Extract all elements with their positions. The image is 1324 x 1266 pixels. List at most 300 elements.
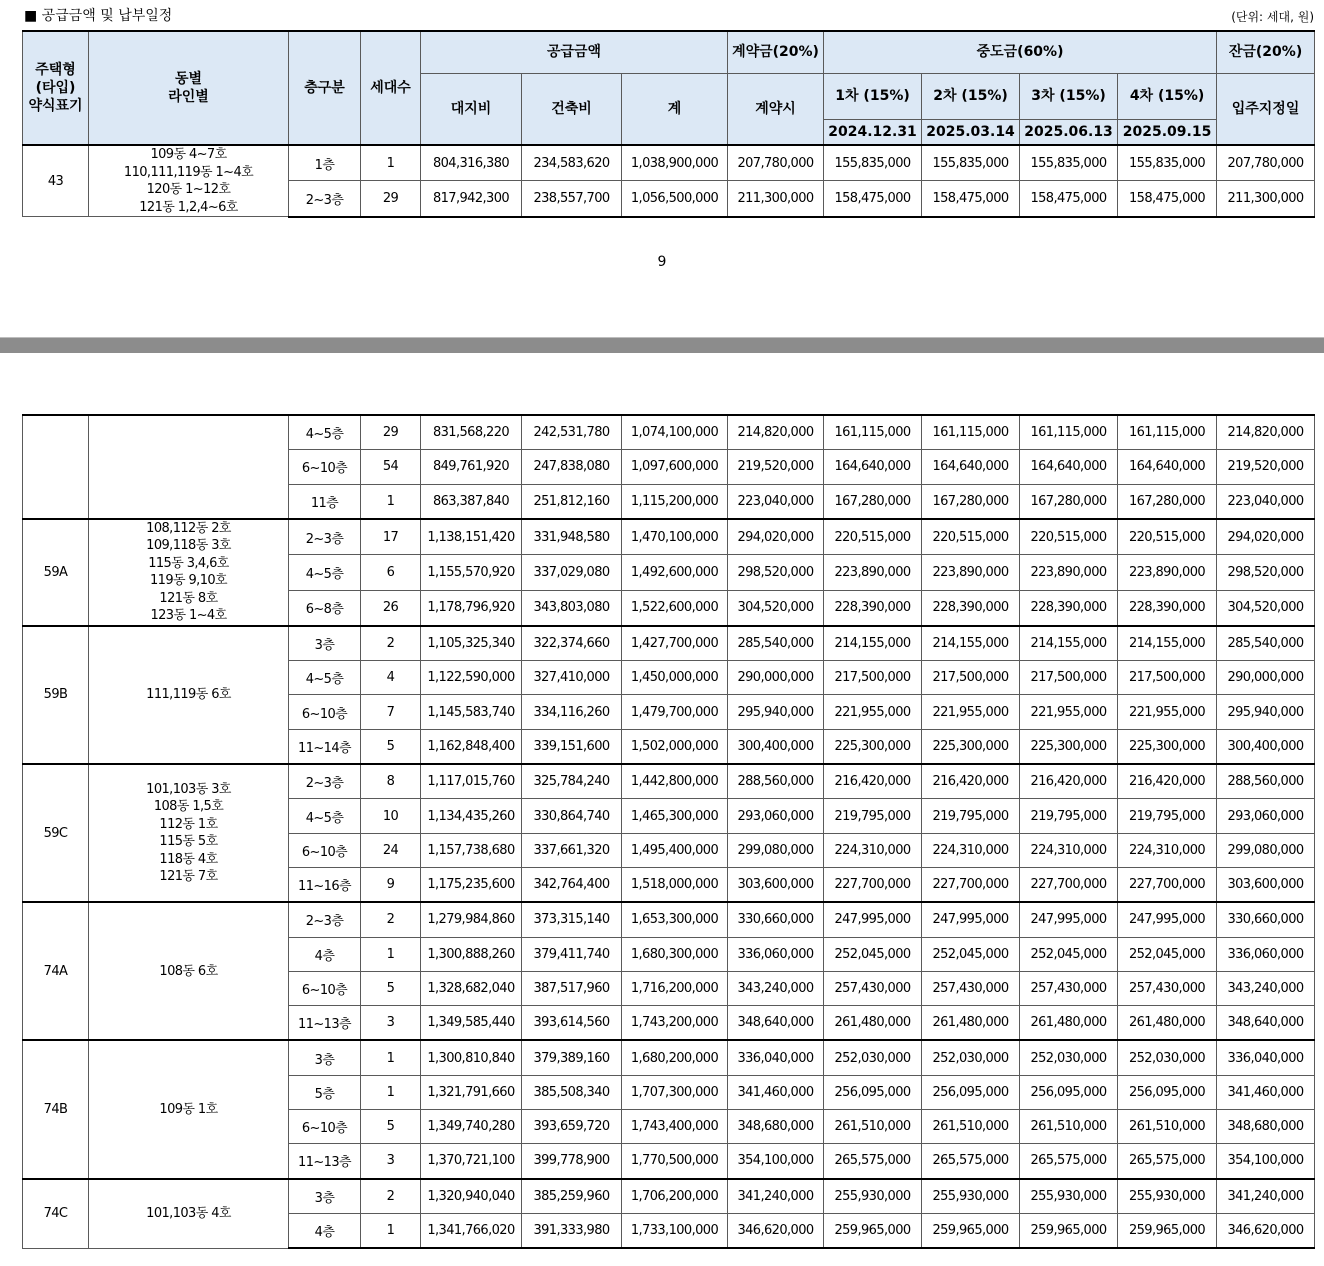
lines-cell bbox=[89, 519, 289, 626]
mid-4-cell: 224,310,000 bbox=[1118, 833, 1217, 867]
building-cell: 322,374,660 bbox=[522, 626, 622, 661]
deposit-cell: 348,680,000 bbox=[728, 1110, 824, 1144]
total-cell: 1,653,300,000 bbox=[622, 902, 728, 937]
mid-2-cell: 257,430,000 bbox=[922, 971, 1020, 1005]
mid-4-cell: 261,480,000 bbox=[1118, 1006, 1217, 1041]
floor-cell: 3층 bbox=[289, 1040, 361, 1075]
building-cell: 373,315,140 bbox=[522, 902, 622, 937]
building-cell: 393,614,560 bbox=[522, 1006, 622, 1041]
total-cell: 1,056,500,000 bbox=[622, 181, 728, 217]
balance-cell: 211,300,000 bbox=[1217, 181, 1315, 217]
building-cell: 337,661,320 bbox=[522, 833, 622, 867]
floor-cell: 6~10층 bbox=[289, 695, 361, 729]
land-cell: 1,320,940,040 bbox=[421, 1179, 522, 1214]
mid-4-cell: 227,700,000 bbox=[1118, 867, 1217, 902]
mid-1-cell: 256,095,000 bbox=[824, 1075, 922, 1109]
total-cell: 1,522,600,000 bbox=[622, 590, 728, 626]
mid-4-cell: 225,300,000 bbox=[1118, 729, 1217, 764]
floor-cell: 4~5층 bbox=[289, 661, 361, 695]
count-cell: 1 bbox=[361, 1213, 421, 1248]
floor-cell: 2~3층 bbox=[289, 902, 361, 937]
page-divider bbox=[0, 338, 1324, 353]
mid-3-cell: 256,095,000 bbox=[1020, 1075, 1118, 1109]
mid-3-cell: 219,795,000 bbox=[1020, 799, 1118, 833]
mid-2-cell: 214,155,000 bbox=[922, 626, 1020, 661]
mid-1-cell: 227,700,000 bbox=[824, 867, 922, 902]
lines-cell bbox=[89, 1040, 289, 1178]
total-cell: 1,492,600,000 bbox=[622, 555, 728, 590]
mid-1-cell: 225,300,000 bbox=[824, 729, 922, 764]
total-cell: 1,716,200,000 bbox=[622, 971, 728, 1005]
land-cell: 863,387,840 bbox=[421, 484, 522, 519]
table-row bbox=[23, 415, 1315, 450]
mid-2-cell: 247,995,000 bbox=[922, 902, 1020, 937]
count-cell: 5 bbox=[361, 1110, 421, 1144]
mid-3-cell: 252,045,000 bbox=[1020, 937, 1118, 971]
mid-3-cell: 247,995,000 bbox=[1020, 902, 1118, 937]
count-cell: 1 bbox=[361, 145, 421, 181]
floor-cell: 6~10층 bbox=[289, 833, 361, 867]
mid-3-cell: 225,300,000 bbox=[1020, 729, 1118, 764]
mid-3-cell: 158,475,000 bbox=[1020, 181, 1118, 217]
deposit-cell: 288,560,000 bbox=[728, 764, 824, 799]
header-lines: 동별 라인별 bbox=[89, 31, 289, 145]
mid-4-cell: 228,390,000 bbox=[1118, 590, 1217, 626]
building-cell: 393,659,720 bbox=[522, 1110, 622, 1144]
count-cell: 9 bbox=[361, 867, 421, 902]
building-cell: 385,508,340 bbox=[522, 1075, 622, 1109]
lines-cell-continued bbox=[89, 415, 289, 519]
mid-1-cell: 217,500,000 bbox=[824, 661, 922, 695]
deposit-cell: 295,940,000 bbox=[728, 695, 824, 729]
building-cell: 334,116,260 bbox=[522, 695, 622, 729]
deposit-cell: 348,640,000 bbox=[728, 1006, 824, 1041]
mid-4-cell: 261,510,000 bbox=[1118, 1110, 1217, 1144]
mid-2-cell: 259,965,000 bbox=[922, 1213, 1020, 1248]
line-text: 108동 6호 bbox=[159, 963, 218, 979]
mid-1-cell: 252,030,000 bbox=[824, 1040, 922, 1075]
floor-cell: 11~14층 bbox=[289, 729, 361, 764]
deposit-cell: 293,060,000 bbox=[728, 799, 824, 833]
mid-4-cell: 214,155,000 bbox=[1118, 626, 1217, 661]
land-cell: 1,122,590,000 bbox=[421, 661, 522, 695]
balance-cell: 219,520,000 bbox=[1217, 450, 1315, 484]
balance-cell: 303,600,000 bbox=[1217, 867, 1315, 902]
line-text: 109동 1호 bbox=[159, 1101, 218, 1117]
mid-4-cell: 257,430,000 bbox=[1118, 971, 1217, 1005]
mid-1-cell: 155,835,000 bbox=[824, 145, 922, 181]
mid-4-cell: 256,095,000 bbox=[1118, 1075, 1217, 1109]
land-cell: 1,162,848,400 bbox=[421, 729, 522, 764]
land-cell: 1,157,738,680 bbox=[421, 833, 522, 867]
land-cell: 1,328,682,040 bbox=[421, 971, 522, 1005]
mid-1-cell: 247,995,000 bbox=[824, 902, 922, 937]
mid-2-cell: 221,955,000 bbox=[922, 695, 1020, 729]
floor-cell: 4~5층 bbox=[289, 555, 361, 590]
building-cell: 242,531,780 bbox=[522, 415, 622, 450]
balance-cell: 336,040,000 bbox=[1217, 1040, 1315, 1075]
total-cell: 1,502,000,000 bbox=[622, 729, 728, 764]
total-cell: 1,465,300,000 bbox=[622, 799, 728, 833]
balance-cell: 290,000,000 bbox=[1217, 661, 1315, 695]
total-cell: 1,680,200,000 bbox=[622, 1040, 728, 1075]
total-cell: 1,770,500,000 bbox=[622, 1144, 728, 1179]
unit-note: (단위: 세대, 원) bbox=[1231, 10, 1314, 24]
balance-cell: 293,060,000 bbox=[1217, 799, 1315, 833]
balance-cell: 207,780,000 bbox=[1217, 145, 1315, 181]
floor-cell: 11~16층 bbox=[289, 867, 361, 902]
deposit-cell: 341,460,000 bbox=[728, 1075, 824, 1109]
total-cell: 1,442,800,000 bbox=[622, 764, 728, 799]
table-row bbox=[23, 626, 1315, 661]
mid-4-cell: 158,475,000 bbox=[1118, 181, 1217, 217]
mid-1-cell: 158,475,000 bbox=[824, 181, 922, 217]
total-cell: 1,706,200,000 bbox=[622, 1179, 728, 1214]
building-cell: 251,812,160 bbox=[522, 484, 622, 519]
mid-4-cell: 265,575,000 bbox=[1118, 1144, 1217, 1179]
mid-2-cell: 252,030,000 bbox=[922, 1040, 1020, 1075]
mid-3-cell: 161,115,000 bbox=[1020, 415, 1118, 450]
header-mid-1: 1차 (15%) bbox=[824, 73, 922, 119]
section-title: ■ 공급금액 및 납부일정 bbox=[24, 8, 173, 24]
mid-2-cell: 219,795,000 bbox=[922, 799, 1020, 833]
mid-3-cell: 155,835,000 bbox=[1020, 145, 1118, 181]
mid-3-cell: 255,930,000 bbox=[1020, 1179, 1118, 1214]
line-text: 112동 1호 bbox=[159, 816, 218, 832]
count-cell: 2 bbox=[361, 626, 421, 661]
count-cell: 5 bbox=[361, 971, 421, 1005]
building-cell: 385,259,960 bbox=[522, 1179, 622, 1214]
type-cell-continued bbox=[23, 415, 89, 519]
mid-3-cell: 257,430,000 bbox=[1020, 971, 1118, 1005]
floor-cell: 2~3층 bbox=[289, 519, 361, 555]
mid-1-cell: 228,390,000 bbox=[824, 590, 922, 626]
mid-2-cell: 167,280,000 bbox=[922, 484, 1020, 519]
land-cell: 1,155,570,920 bbox=[421, 555, 522, 590]
building-cell: 234,583,620 bbox=[522, 145, 622, 181]
land-cell: 1,370,721,100 bbox=[421, 1144, 522, 1179]
total-cell: 1,518,000,000 bbox=[622, 867, 728, 902]
line-text: 109,118동 3호 bbox=[146, 538, 231, 554]
floor-cell: 3층 bbox=[289, 1179, 361, 1214]
lines-cell bbox=[89, 1179, 289, 1249]
balance-cell: 285,540,000 bbox=[1217, 626, 1315, 661]
header-land: 대지비 bbox=[421, 73, 522, 145]
header-mid-3-date: 2025.06.13 bbox=[1020, 119, 1118, 145]
count-cell: 1 bbox=[361, 1075, 421, 1109]
mid-1-cell: 255,930,000 bbox=[824, 1179, 922, 1214]
total-cell: 1,680,300,000 bbox=[622, 937, 728, 971]
line-text: 121동 8호 bbox=[159, 590, 218, 606]
type-cell: 59B bbox=[23, 626, 89, 764]
total-cell: 1,427,700,000 bbox=[622, 626, 728, 661]
balance-cell: 330,660,000 bbox=[1217, 902, 1315, 937]
mid-4-cell: 219,795,000 bbox=[1118, 799, 1217, 833]
mid-1-cell: 261,480,000 bbox=[824, 1006, 922, 1041]
header-mid-2: 2차 (15%) bbox=[922, 73, 1020, 119]
line-text: 108동 1,5호 bbox=[153, 799, 224, 815]
table-row bbox=[23, 1179, 1315, 1214]
mid-3-cell: 214,155,000 bbox=[1020, 626, 1118, 661]
floor-cell: 4층 bbox=[289, 1213, 361, 1248]
floor-cell: 3층 bbox=[289, 626, 361, 661]
mid-2-cell: 255,930,000 bbox=[922, 1179, 1020, 1214]
deposit-cell: 343,240,000 bbox=[728, 971, 824, 1005]
mid-3-cell: 216,420,000 bbox=[1020, 764, 1118, 799]
floor-cell: 11층 bbox=[289, 484, 361, 519]
balance-cell: 299,080,000 bbox=[1217, 833, 1315, 867]
deposit-cell: 299,080,000 bbox=[728, 833, 824, 867]
table-row bbox=[23, 902, 1315, 937]
header-floor: 층구분 bbox=[289, 31, 361, 145]
deposit-cell: 303,600,000 bbox=[728, 867, 824, 902]
mid-2-cell: 161,115,000 bbox=[922, 415, 1020, 450]
line-text: 111,119동 6호 bbox=[146, 687, 231, 703]
mid-4-cell: 259,965,000 bbox=[1118, 1213, 1217, 1248]
table-row bbox=[23, 764, 1315, 799]
mid-3-cell: 220,515,000 bbox=[1020, 519, 1118, 555]
count-cell: 10 bbox=[361, 799, 421, 833]
mid-3-cell: 261,480,000 bbox=[1020, 1006, 1118, 1041]
table-row bbox=[23, 145, 1315, 181]
total-cell: 1,074,100,000 bbox=[622, 415, 728, 450]
mid-1-cell: 224,310,000 bbox=[824, 833, 922, 867]
count-cell: 24 bbox=[361, 833, 421, 867]
deposit-cell: 354,100,000 bbox=[728, 1144, 824, 1179]
mid-2-cell: 164,640,000 bbox=[922, 450, 1020, 484]
count-cell: 2 bbox=[361, 1179, 421, 1214]
mid-4-cell: 255,930,000 bbox=[1118, 1179, 1217, 1214]
mid-2-cell: 216,420,000 bbox=[922, 764, 1020, 799]
mid-3-cell: 265,575,000 bbox=[1020, 1144, 1118, 1179]
total-cell: 1,707,300,000 bbox=[622, 1075, 728, 1109]
mid-3-cell: 224,310,000 bbox=[1020, 833, 1118, 867]
balance-cell: 341,460,000 bbox=[1217, 1075, 1315, 1109]
count-cell: 1 bbox=[361, 484, 421, 519]
building-cell: 337,029,080 bbox=[522, 555, 622, 590]
count-cell: 2 bbox=[361, 902, 421, 937]
mid-4-cell: 252,030,000 bbox=[1118, 1040, 1217, 1075]
header-balance-when: 입주지정일 bbox=[1217, 73, 1315, 145]
floor-cell: 6~10층 bbox=[289, 1110, 361, 1144]
balance-cell: 223,040,000 bbox=[1217, 484, 1315, 519]
count-cell: 17 bbox=[361, 519, 421, 555]
mid-4-cell: 216,420,000 bbox=[1118, 764, 1217, 799]
type-cell: 59C bbox=[23, 764, 89, 902]
count-cell: 29 bbox=[361, 415, 421, 450]
count-cell: 7 bbox=[361, 695, 421, 729]
land-cell: 1,349,585,440 bbox=[421, 1006, 522, 1041]
balance-cell: 348,640,000 bbox=[1217, 1006, 1315, 1041]
mid-4-cell: 252,045,000 bbox=[1118, 937, 1217, 971]
land-cell: 1,105,325,340 bbox=[421, 626, 522, 661]
header-balance: 잔금(20%) bbox=[1217, 31, 1315, 73]
mid-3-cell: 221,955,000 bbox=[1020, 695, 1118, 729]
balance-cell: 343,240,000 bbox=[1217, 971, 1315, 1005]
mid-2-cell: 225,300,000 bbox=[922, 729, 1020, 764]
mid-3-cell: 227,700,000 bbox=[1020, 867, 1118, 902]
deposit-cell: 223,040,000 bbox=[728, 484, 824, 519]
balance-cell: 348,680,000 bbox=[1217, 1110, 1315, 1144]
count-cell: 3 bbox=[361, 1144, 421, 1179]
mid-2-cell: 228,390,000 bbox=[922, 590, 1020, 626]
mid-1-cell: 214,155,000 bbox=[824, 626, 922, 661]
count-cell: 8 bbox=[361, 764, 421, 799]
mid-2-cell: 220,515,000 bbox=[922, 519, 1020, 555]
deposit-cell: 336,060,000 bbox=[728, 937, 824, 971]
lines-cell: 109동 4~7호 110,111,119동 1~4호 120동 1~12호 121동 1,2,4~6호 bbox=[89, 145, 289, 217]
land-cell: 1,134,435,260 bbox=[421, 799, 522, 833]
mid-3-cell: 217,500,000 bbox=[1020, 661, 1118, 695]
mid-1-cell: 220,515,000 bbox=[824, 519, 922, 555]
total-cell: 1,733,100,000 bbox=[622, 1213, 728, 1248]
lines-cell bbox=[89, 902, 289, 1040]
land-cell: 1,178,796,920 bbox=[421, 590, 522, 626]
mid-4-cell: 164,640,000 bbox=[1118, 450, 1217, 484]
line-text: 101,103동 4호 bbox=[146, 1205, 231, 1221]
mid-4-cell: 247,995,000 bbox=[1118, 902, 1217, 937]
building-cell: 247,838,080 bbox=[522, 450, 622, 484]
type-cell: 74A bbox=[23, 902, 89, 1040]
balance-cell: 298,520,000 bbox=[1217, 555, 1315, 590]
deposit-cell: 304,520,000 bbox=[728, 590, 824, 626]
mid-1-cell: 216,420,000 bbox=[824, 764, 922, 799]
floor-cell: 11~13층 bbox=[289, 1144, 361, 1179]
line-text: 101,103동 3호 bbox=[146, 781, 231, 797]
floor-cell: 2~3층 bbox=[289, 764, 361, 799]
land-cell: 1,175,235,600 bbox=[421, 867, 522, 902]
header-type: 주택형 (타입) 약식표기 bbox=[23, 31, 89, 145]
type-cell: 74B bbox=[23, 1040, 89, 1178]
land-cell: 1,300,888,260 bbox=[421, 937, 522, 971]
floor-cell: 6~10층 bbox=[289, 971, 361, 1005]
deposit-cell: 330,660,000 bbox=[728, 902, 824, 937]
deposit-cell: 346,620,000 bbox=[728, 1213, 824, 1248]
line-text: 119동 9,10호 bbox=[149, 573, 227, 589]
balance-cell: 288,560,000 bbox=[1217, 764, 1315, 799]
header-mid-1-date: 2024.12.31 bbox=[824, 119, 922, 145]
count-cell: 1 bbox=[361, 1040, 421, 1075]
mid-3-cell: 164,640,000 bbox=[1020, 450, 1118, 484]
header-building: 건축비 bbox=[522, 73, 622, 145]
mid-2-cell: 265,575,000 bbox=[922, 1144, 1020, 1179]
type-cell: 43 bbox=[23, 145, 89, 217]
balance-cell: 300,400,000 bbox=[1217, 729, 1315, 764]
deposit-cell: 211,300,000 bbox=[728, 181, 824, 217]
building-cell: 330,864,740 bbox=[522, 799, 622, 833]
mid-2-cell: 227,700,000 bbox=[922, 867, 1020, 902]
count-cell: 26 bbox=[361, 590, 421, 626]
land-cell: 1,117,015,760 bbox=[421, 764, 522, 799]
header-total: 계 bbox=[622, 73, 728, 145]
land-cell: 817,942,300 bbox=[421, 181, 522, 217]
line-text: 121동 7호 bbox=[159, 869, 218, 885]
land-cell: 1,341,766,020 bbox=[421, 1213, 522, 1248]
land-cell: 1,349,740,280 bbox=[421, 1110, 522, 1144]
mid-1-cell: 265,575,000 bbox=[824, 1144, 922, 1179]
mid-2-cell: 252,045,000 bbox=[922, 937, 1020, 971]
count-cell: 6 bbox=[361, 555, 421, 590]
line-text: 108,112동 2호 bbox=[146, 520, 231, 536]
mid-1-cell: 221,955,000 bbox=[824, 695, 922, 729]
floor-cell: 4~5층 bbox=[289, 415, 361, 450]
mid-1-cell: 223,890,000 bbox=[824, 555, 922, 590]
mid-1-cell: 259,965,000 bbox=[824, 1213, 922, 1248]
count-cell: 54 bbox=[361, 450, 421, 484]
land-cell: 804,316,380 bbox=[421, 145, 522, 181]
mid-3-cell: 259,965,000 bbox=[1020, 1213, 1118, 1248]
floor-cell: 6~8층 bbox=[289, 590, 361, 626]
land-cell: 1,279,984,860 bbox=[421, 902, 522, 937]
deposit-cell: 336,040,000 bbox=[728, 1040, 824, 1075]
price-table-continued bbox=[22, 414, 1315, 1249]
header-middle: 중도금(60%) bbox=[824, 31, 1217, 73]
mid-4-cell: 221,955,000 bbox=[1118, 695, 1217, 729]
mid-1-cell: 164,640,000 bbox=[824, 450, 922, 484]
mid-4-cell: 217,500,000 bbox=[1118, 661, 1217, 695]
total-cell: 1,097,600,000 bbox=[622, 450, 728, 484]
mid-2-cell: 261,510,000 bbox=[922, 1110, 1020, 1144]
building-cell: 387,517,960 bbox=[522, 971, 622, 1005]
header-mid-4: 4차 (15%) bbox=[1118, 73, 1217, 119]
land-cell: 831,568,220 bbox=[421, 415, 522, 450]
deposit-cell: 285,540,000 bbox=[728, 626, 824, 661]
count-cell: 1 bbox=[361, 937, 421, 971]
mid-4-cell: 167,280,000 bbox=[1118, 484, 1217, 519]
mid-4-cell: 223,890,000 bbox=[1118, 555, 1217, 590]
mid-2-cell: 158,475,000 bbox=[922, 181, 1020, 217]
count-cell: 3 bbox=[361, 1006, 421, 1041]
line-text: 115동 5호 bbox=[159, 834, 218, 850]
total-cell: 1,038,900,000 bbox=[622, 145, 728, 181]
line-text: 118동 4호 bbox=[159, 851, 218, 867]
balance-cell: 336,060,000 bbox=[1217, 937, 1315, 971]
building-cell: 399,778,900 bbox=[522, 1144, 622, 1179]
floor-cell: 2~3층 bbox=[289, 181, 361, 217]
total-cell: 1,470,100,000 bbox=[622, 519, 728, 555]
mid-3-cell: 223,890,000 bbox=[1020, 555, 1118, 590]
count-cell: 5 bbox=[361, 729, 421, 764]
mid-3-cell: 228,390,000 bbox=[1020, 590, 1118, 626]
deposit-cell: 219,520,000 bbox=[728, 450, 824, 484]
deposit-cell: 214,820,000 bbox=[728, 415, 824, 450]
header-supply-price: 공급금액 bbox=[421, 31, 728, 73]
mid-2-cell: 217,500,000 bbox=[922, 661, 1020, 695]
balance-cell: 341,240,000 bbox=[1217, 1179, 1315, 1214]
header-mid-4-date: 2025.09.15 bbox=[1118, 119, 1217, 145]
land-cell: 1,145,583,740 bbox=[421, 695, 522, 729]
land-cell: 1,300,810,840 bbox=[421, 1040, 522, 1075]
count-cell: 29 bbox=[361, 181, 421, 217]
table-row bbox=[23, 1040, 1315, 1075]
mid-4-cell: 155,835,000 bbox=[1118, 145, 1217, 181]
floor-cell: 5층 bbox=[289, 1075, 361, 1109]
balance-cell: 304,520,000 bbox=[1217, 590, 1315, 626]
mid-3-cell: 261,510,000 bbox=[1020, 1110, 1118, 1144]
mid-2-cell: 256,095,000 bbox=[922, 1075, 1020, 1109]
mid-1-cell: 167,280,000 bbox=[824, 484, 922, 519]
lines-cell bbox=[89, 764, 289, 902]
building-cell: 325,784,240 bbox=[522, 764, 622, 799]
land-cell: 849,761,920 bbox=[421, 450, 522, 484]
mid-1-cell: 252,045,000 bbox=[824, 937, 922, 971]
land-cell: 1,321,791,660 bbox=[421, 1075, 522, 1109]
deposit-cell: 294,020,000 bbox=[728, 519, 824, 555]
total-cell: 1,115,200,000 bbox=[622, 484, 728, 519]
count-cell: 4 bbox=[361, 661, 421, 695]
deposit-cell: 341,240,000 bbox=[728, 1179, 824, 1214]
mid-1-cell: 161,115,000 bbox=[824, 415, 922, 450]
